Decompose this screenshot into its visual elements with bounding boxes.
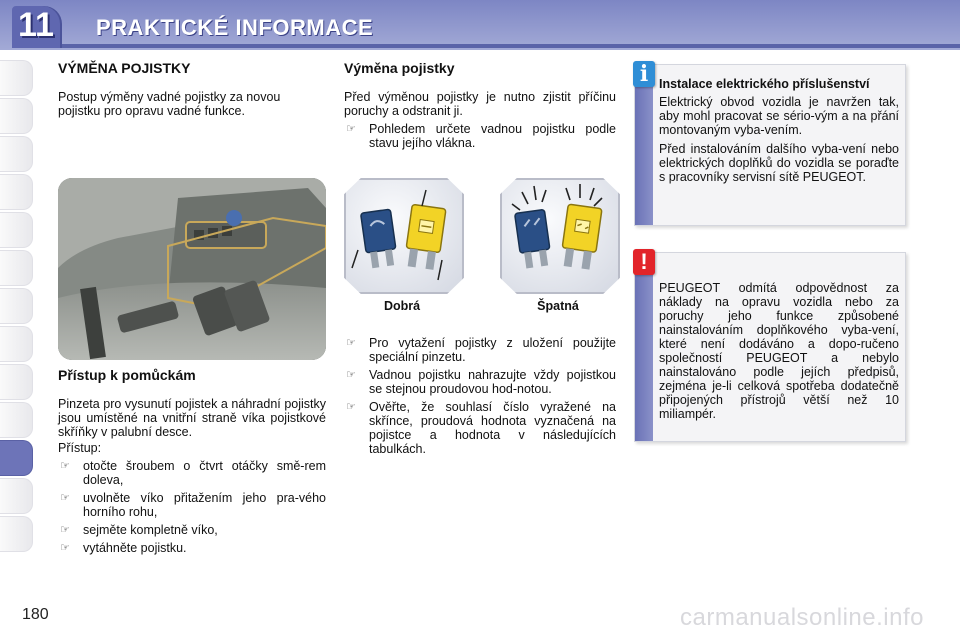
access-steps: [58, 459, 326, 555]
bad-fuse-label: Špatná: [537, 299, 579, 313]
side-tab[interactable]: [0, 212, 33, 248]
blown-fuse-illustration: [502, 180, 618, 292]
chapter-title: PRAKTICKÉ INFORMACE: [96, 15, 374, 40]
section-intro: Postup výměny vadné pojistky za novou pojistku pro opravu vadné funkce.: [58, 90, 281, 118]
side-tab[interactable]: [0, 60, 33, 96]
warning-icon: !: [633, 249, 655, 275]
watermark-text: carmanualsonline.info: [680, 604, 924, 631]
list-item: ☞ Ověřte, že souhlasí číslo vyražené na skřínce, proudová hodnota vyznačená na pojistce a hodnota v následujících tabulkách.: [346, 400, 616, 456]
pointing-hand-icon: ☞: [60, 542, 70, 554]
list-item: ☞ sejměte kompletně víko,: [60, 523, 218, 537]
side-tab[interactable]: [0, 174, 33, 210]
pointing-hand-icon: ☞: [346, 123, 356, 135]
info-box-title: Instalace elektrického příslušenství: [659, 77, 870, 91]
dashboard-interior-illustration: [58, 178, 326, 360]
warning-box: [634, 249, 906, 442]
side-tab-current-chapter[interactable]: [0, 440, 33, 476]
list-item: ☞ vytáhněte pojistku.: [60, 541, 187, 555]
replacement-title: Výměna pojistky: [344, 60, 455, 76]
column-left: [58, 60, 326, 118]
pointing-hand-icon: ☞: [60, 524, 70, 536]
info-box: [634, 61, 906, 226]
side-tab[interactable]: [0, 516, 33, 552]
warning-text: PEUGEOT odmítá odpovědnost za náklady na opravu vozidla nebo za poruchy jeho funkce způsobené nainstalováním doplňkového vyba-vení, které není dodáváno a dopo-ručeno společností PEUGEOT a nebylo nainstalováno podle jejích předpisů, zejména je-li celková spotřeba dodatečně připojených přístrojů větší než 10 miliampér.: [659, 281, 899, 421]
column-middle: [344, 60, 616, 154]
good-fuse-image: [344, 178, 464, 294]
bad-fuse-image: [500, 178, 620, 294]
pointing-hand-icon: ☞: [346, 369, 356, 381]
check-step: [344, 122, 616, 150]
header-underline: [58, 44, 960, 48]
replacement-steps-section: [344, 332, 616, 460]
section-title: VÝMĚNA POJISTKY: [58, 60, 191, 76]
tools-text: Pinzeta pro vysunutí pojistek a náhradní pojistky jsou umístěné na vnitřní straně víka pojistkové skříňky v palubní desce.: [58, 397, 326, 439]
side-tab[interactable]: [0, 364, 33, 400]
info-box-bar: [635, 65, 653, 225]
side-tab[interactable]: [0, 326, 33, 362]
list-item: ☞ Pro vytažení pojistky z uložení použijte speciální pinzetu.: [346, 336, 616, 364]
list-item: ☞ uvolněte víko přitažením jeho pra-vého horního rohu,: [60, 491, 326, 519]
info-box-paragraph: Před instalováním dalšího vyba-vení nebo elektrických doplňků do vozidla se poraďte s pracovníky servisní sítě PEUGEOT.: [659, 142, 899, 184]
side-tab[interactable]: [0, 136, 33, 172]
intact-fuse-illustration: [346, 180, 462, 292]
warning-box-content: [659, 253, 905, 434]
list-item: ☞ otočte šroubem o čtvrt otáčky smě-rem doleva,: [60, 459, 326, 487]
pointing-hand-icon: ☞: [60, 492, 70, 504]
access-label: Přístup:: [58, 441, 102, 455]
replacement-steps: [344, 336, 616, 456]
pointing-hand-icon: ☞: [60, 460, 70, 472]
chapter-side-tabs: [0, 60, 34, 554]
tools-section: [58, 367, 326, 559]
list-item: ☞ Pohledem určete vadnou pojistku podle stavu jejího vlákna.: [346, 122, 616, 150]
info-icon: i: [633, 61, 655, 87]
side-tab[interactable]: [0, 250, 33, 286]
warning-box-bar: [635, 253, 653, 441]
pointing-hand-icon: ☞: [346, 401, 356, 413]
info-box-paragraph: Elektrický obvod vozidla je navržen tak, aby mohl pracovat se sério-vým a na přání montovaným vyba-vením.: [659, 95, 899, 137]
good-fuse-label: Dobrá: [383, 299, 421, 313]
side-tab[interactable]: [0, 288, 33, 324]
side-tab[interactable]: [0, 402, 33, 438]
fuse-box-photo: [58, 178, 326, 360]
side-tab[interactable]: [0, 478, 33, 514]
chapter-number: 11: [18, 6, 54, 44]
tools-title: Přístup k pomůckám: [58, 367, 196, 383]
replacement-intro: Před výměnou pojistky je nutno zjistit příčinu poruchy a odstranit ji.: [344, 90, 616, 118]
page-number: 180: [22, 606, 49, 623]
pointing-hand-icon: ☞: [346, 337, 356, 349]
info-box-content: [659, 65, 905, 197]
side-tab[interactable]: [0, 98, 33, 134]
list-item: ☞ Vadnou pojistku nahrazujte vždy pojistkou se stejnou proudovou hod-notou.: [346, 368, 616, 396]
